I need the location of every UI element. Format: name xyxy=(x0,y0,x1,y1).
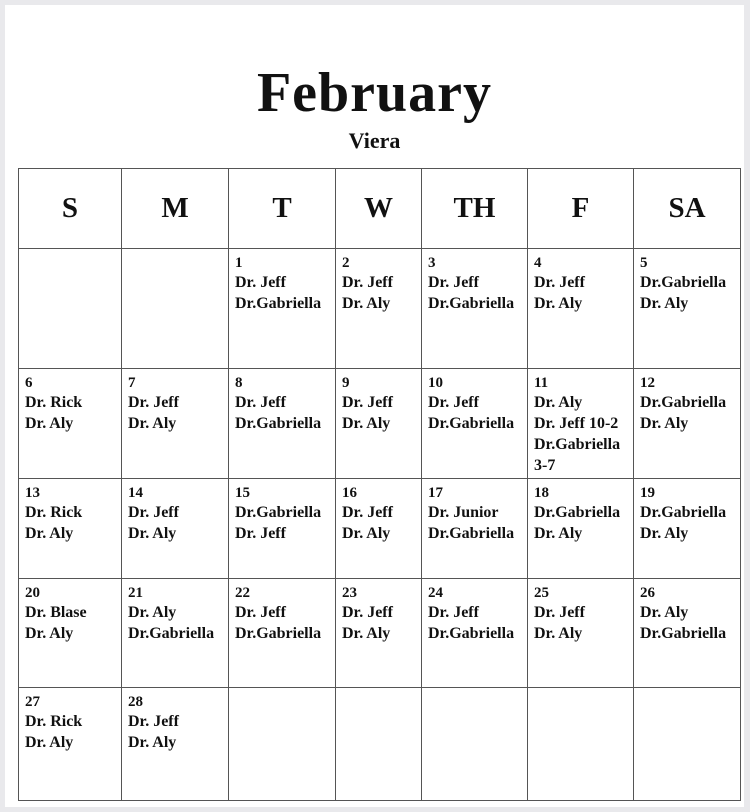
doctor-schedule-entry: Dr.Gabriella xyxy=(428,625,515,642)
doctor-schedule-entry: Dr. Jeff xyxy=(342,504,393,521)
day-number: 26 xyxy=(640,585,655,601)
day-number: 9 xyxy=(342,375,350,391)
day-cell xyxy=(528,479,634,579)
day-number: 11 xyxy=(534,375,549,391)
day-cell xyxy=(336,479,422,579)
day-cell xyxy=(19,579,122,688)
doctor-schedule-entry: Dr. Jeff xyxy=(342,604,393,621)
doctor-schedule-entry: Dr.Gabriella xyxy=(428,295,515,312)
doctor-schedule-entry: Dr. Aly xyxy=(640,415,689,432)
day-cell xyxy=(19,369,122,479)
day-number: 6 xyxy=(25,375,33,391)
day-number: 28 xyxy=(128,694,143,710)
doctor-schedule-entry: Dr. Jeff xyxy=(235,604,286,621)
doctor-schedule-entry: Dr. Jeff xyxy=(428,604,479,621)
doctor-schedule-entry: Dr. Jeff xyxy=(428,274,479,291)
day-cell xyxy=(528,369,634,479)
day-number: 27 xyxy=(25,694,40,710)
doctor-schedule-entry: Dr. Rick xyxy=(25,394,83,411)
weekday-header: S xyxy=(19,169,122,249)
day-cell xyxy=(229,369,336,479)
day-number: 23 xyxy=(342,585,357,601)
empty-day-cell xyxy=(122,249,229,369)
doctor-schedule-entry: Dr.Gabriella xyxy=(128,625,215,642)
doctor-schedule-entry: Dr.Gabriella xyxy=(428,415,515,432)
day-cell xyxy=(122,479,229,579)
doctor-schedule-entry: Dr. Aly xyxy=(25,525,74,542)
weekday-header: SA xyxy=(634,169,741,249)
day-number: 4 xyxy=(534,255,542,271)
week-row xyxy=(19,688,741,801)
doctor-schedule-entry: Dr. Jeff xyxy=(128,713,179,730)
doctor-schedule-entry: Dr.Gabriella xyxy=(640,274,727,291)
day-number: 15 xyxy=(235,485,250,501)
doctor-schedule-entry: Dr. Jeff xyxy=(235,525,286,542)
doctor-schedule-entry: Dr.Gabriella xyxy=(534,504,621,521)
doctor-schedule-entry: Dr. Rick xyxy=(25,713,83,730)
doctor-schedule-entry: Dr. Jeff 10-2 xyxy=(534,415,619,432)
week-row xyxy=(19,249,741,369)
doctor-schedule-entry: Dr. Aly xyxy=(534,625,583,642)
weekday-header-row xyxy=(19,169,741,249)
day-number: 12 xyxy=(640,375,655,391)
doctor-schedule-entry: Dr.Gabriella xyxy=(235,504,322,521)
day-number: 17 xyxy=(428,485,443,501)
empty-day-cell xyxy=(19,249,122,369)
weekday-header: TH xyxy=(422,169,528,249)
day-cell xyxy=(122,579,229,688)
doctor-schedule-entry: Dr.Gabriella xyxy=(428,525,515,542)
day-number: 13 xyxy=(25,485,40,501)
day-cell xyxy=(422,249,528,369)
doctor-schedule-entry: Dr. Aly xyxy=(534,525,583,542)
doctor-schedule-entry: 3-7 xyxy=(534,457,556,474)
day-cell xyxy=(336,579,422,688)
day-cell xyxy=(122,369,229,479)
day-number: 1 xyxy=(235,255,243,271)
day-number: 22 xyxy=(235,585,250,601)
day-number: 7 xyxy=(128,375,136,391)
day-cell xyxy=(634,479,741,579)
empty-day-cell xyxy=(528,688,634,801)
doctor-schedule-entry: Dr. Jeff xyxy=(428,394,479,411)
doctor-schedule-entry: Dr. Aly xyxy=(128,525,177,542)
doctor-schedule-entry: Dr. Aly xyxy=(342,295,391,312)
day-cell xyxy=(336,249,422,369)
doctor-schedule-entry: Dr. Aly xyxy=(640,604,689,621)
day-number: 14 xyxy=(128,485,143,501)
doctor-schedule-entry: Dr. Aly xyxy=(342,625,391,642)
weekday-header: M xyxy=(122,169,229,249)
weekday-header: F xyxy=(528,169,634,249)
day-number: 2 xyxy=(342,255,350,271)
location-subtitle: Viera xyxy=(348,128,401,153)
doctor-schedule-entry: Dr.Gabriella xyxy=(640,504,727,521)
doctor-schedule-entry: Dr.Gabriella xyxy=(235,415,322,432)
day-number: 5 xyxy=(640,255,648,271)
doctor-schedule-entry: Dr. Aly xyxy=(25,625,74,642)
week-row xyxy=(19,369,741,479)
doctor-schedule-entry: Dr. Aly xyxy=(128,415,177,432)
week-row xyxy=(19,479,741,579)
weekday-header: W xyxy=(336,169,422,249)
calendar-grid xyxy=(18,168,741,801)
day-cell xyxy=(422,479,528,579)
doctor-schedule-entry: Dr. Jeff xyxy=(235,394,286,411)
doctor-schedule-entry: Dr. Aly xyxy=(342,525,391,542)
day-cell xyxy=(634,369,741,479)
doctor-schedule-entry: Dr. Jeff xyxy=(342,394,393,411)
day-cell xyxy=(19,688,122,801)
day-cell xyxy=(19,479,122,579)
month-title: February xyxy=(256,62,493,124)
doctor-schedule-entry: Dr. Jeff xyxy=(534,274,585,291)
day-number: 10 xyxy=(428,375,443,391)
week-row xyxy=(19,579,741,688)
doctor-schedule-entry: Dr. Blase xyxy=(25,604,87,621)
doctor-schedule-entry: Dr. Rick xyxy=(25,504,83,521)
day-cell xyxy=(336,369,422,479)
day-number: 20 xyxy=(25,585,40,601)
day-cell xyxy=(229,249,336,369)
day-cell xyxy=(422,579,528,688)
doctor-schedule-entry: Dr. Jeff xyxy=(128,394,179,411)
doctor-schedule-entry: Dr.Gabriella xyxy=(640,625,727,642)
day-cell xyxy=(528,579,634,688)
day-cell xyxy=(422,369,528,479)
day-cell xyxy=(122,688,229,801)
day-number: 18 xyxy=(534,485,549,501)
empty-day-cell xyxy=(422,688,528,801)
doctor-schedule-entry: Dr.Gabriella xyxy=(235,295,322,312)
doctor-schedule-entry: Dr. Aly xyxy=(640,295,689,312)
doctor-schedule-entry: Dr. Aly xyxy=(534,394,583,411)
doctor-schedule-entry: Dr. Aly xyxy=(640,525,689,542)
day-number: 21 xyxy=(128,585,143,601)
calendar-page xyxy=(5,5,744,807)
day-cell xyxy=(634,579,741,688)
empty-day-cell xyxy=(634,688,741,801)
day-number: 16 xyxy=(342,485,357,501)
doctor-schedule-entry: Dr.Gabriella xyxy=(235,625,322,642)
doctor-schedule-entry: Dr. Aly xyxy=(25,415,74,432)
day-number: 3 xyxy=(428,255,436,271)
doctor-schedule-entry: Dr. Junior xyxy=(428,504,499,521)
doctor-schedule-entry: Dr. Aly xyxy=(25,734,74,751)
doctor-schedule-entry: Dr. Jeff xyxy=(235,274,286,291)
doctor-schedule-entry: Dr. Aly xyxy=(534,295,583,312)
doctor-schedule-entry: Dr. Aly xyxy=(342,415,391,432)
doctor-schedule-entry: Dr. Jeff xyxy=(534,604,585,621)
day-cell xyxy=(528,249,634,369)
doctor-schedule-entry: Dr.Gabriella xyxy=(534,436,621,453)
day-number: 19 xyxy=(640,485,655,501)
weekday-header: T xyxy=(229,169,336,249)
day-cell xyxy=(229,479,336,579)
doctor-schedule-entry: Dr. Jeff xyxy=(128,504,179,521)
empty-day-cell xyxy=(229,688,336,801)
doctor-schedule-entry: Dr. Aly xyxy=(128,734,177,751)
doctor-schedule-entry: Dr.Gabriella xyxy=(640,394,727,411)
doctor-schedule-entry: Dr. Jeff xyxy=(342,274,393,291)
day-number: 24 xyxy=(428,585,443,601)
day-cell xyxy=(229,579,336,688)
day-cell xyxy=(634,249,741,369)
day-number: 8 xyxy=(235,375,243,391)
day-number: 25 xyxy=(534,585,549,601)
doctor-schedule-entry: Dr. Aly xyxy=(128,604,177,621)
empty-day-cell xyxy=(336,688,422,801)
